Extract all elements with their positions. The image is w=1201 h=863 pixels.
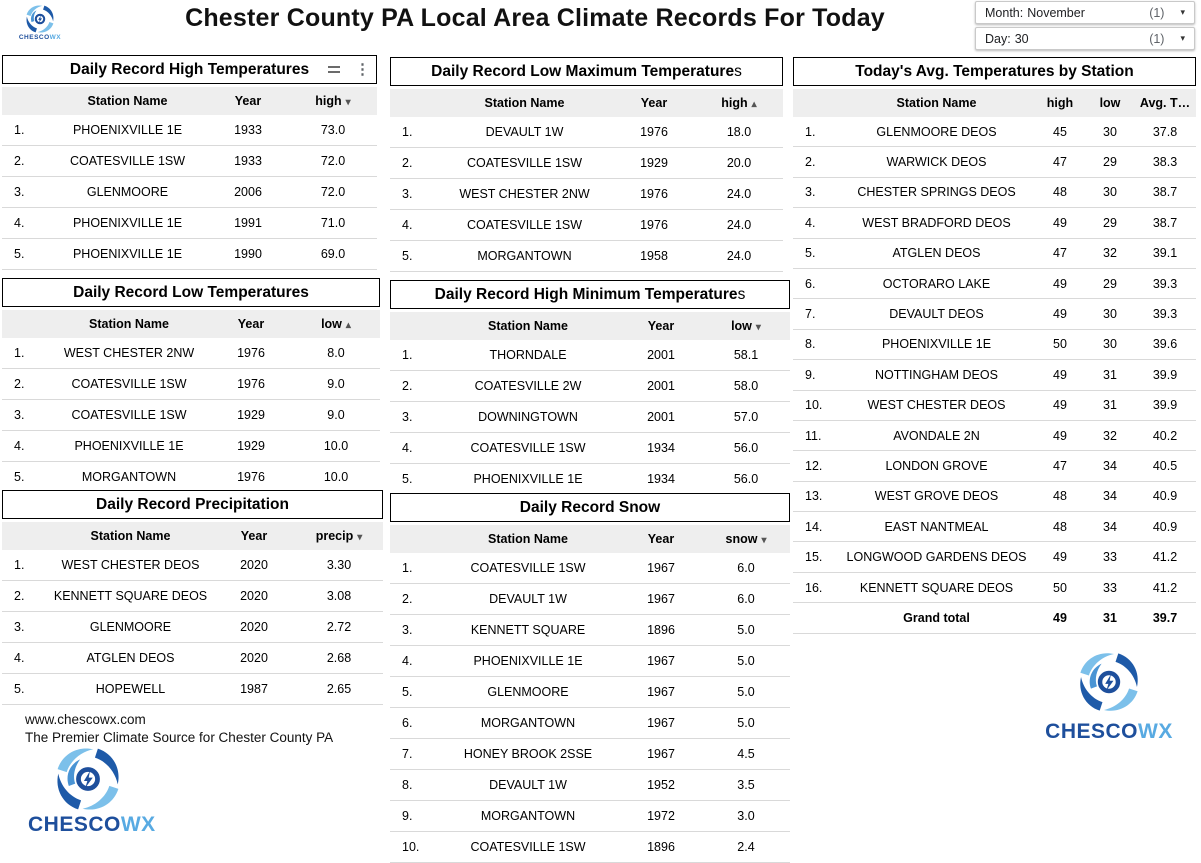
table-row: 11. AVONDALE 2N 49 32 40.2 (793, 420, 1196, 450)
table-row: 4. COATESVILLE 1SW 1976 24.0 (390, 210, 783, 241)
table-row: 8. PHOENIXVILLE 1E 50 30 39.6 (793, 329, 1196, 359)
column-header[interactable]: Year (210, 310, 292, 338)
table-title (793, 57, 1196, 86)
table-row: 5. HOPEWELL 1987 2.65 (2, 674, 383, 705)
table-row: 15. LONGWOOD GARDENS DEOS 49 33 41.2 (793, 542, 1196, 572)
row-number-column-header (390, 312, 436, 340)
row-number-column-header (390, 89, 436, 117)
card-daily-record-snow (390, 493, 790, 863)
column-header[interactable]: low ▾ (702, 312, 790, 340)
table-row: 9. MORGANTOWN 1972 3.0 (390, 801, 790, 832)
card-daily-record-high-temperatures (2, 55, 377, 270)
table-row: 1. PHOENIXVILLE 1E 1933 73.0 (2, 115, 377, 146)
month-filter[interactable] (975, 1, 1195, 24)
column-header[interactable]: Station Name (839, 89, 1034, 117)
column-header[interactable]: snow ▾ (702, 525, 790, 553)
column-header[interactable]: Station Name (48, 522, 213, 550)
table-row: 5. GLENMOORE 1967 5.0 (390, 677, 790, 708)
row-number-column-header (390, 525, 436, 553)
column-header[interactable]: high ▾ (289, 87, 377, 115)
chescowx-swirl-icon (1077, 650, 1141, 714)
chart-header-menu-icon[interactable] (328, 66, 340, 73)
table-title: Daily Record High Minimum Temperature s (390, 280, 790, 309)
month-filter-label: Month: (985, 5, 1024, 20)
brand-name-secondary: WX (49, 34, 62, 41)
day-filter-count: (1) (1149, 31, 1165, 46)
table-row: 10. COATESVILLE 1SW 1896 2.4 (390, 832, 790, 863)
card-daily-record-high-minimum-temperatures (390, 280, 790, 495)
column-header[interactable]: Station Name (48, 87, 207, 115)
sort-asc-icon: ▴ (751, 99, 757, 110)
footer-tagline: The Premier Climate Source for Chester County PA (25, 730, 334, 745)
table-row: 5. MORGANTOWN 1976 10.0 (2, 462, 380, 493)
table-title-text: Today's Avg. Temperatures by Station (855, 62, 1134, 80)
day-filter-label: Day: (985, 31, 1011, 46)
page-title: Chester County PA Local Area Climate Records For Today (185, 4, 885, 32)
column-header[interactable]: Year (620, 525, 702, 553)
table-row: 2. WARWICK DEOS 47 29 38.3 (793, 147, 1196, 177)
table-row: 5. PHOENIXVILLE 1E 1990 69.0 (2, 239, 377, 270)
table-row: 12. LONDON GROVE 47 34 40.5 (793, 451, 1196, 481)
card-daily-record-low-temperatures (2, 278, 380, 493)
table-row: 2. COATESVILLE 2W 2001 58.0 (390, 371, 790, 402)
column-header[interactable]: Year (207, 87, 289, 115)
card-todays-avg-temperatures (793, 57, 1196, 634)
table-row: 1. WEST CHESTER DEOS 2020 3.30 (2, 550, 383, 581)
table-row: 6. MORGANTOWN 1967 5.0 (390, 708, 790, 739)
table-row: 5. PHOENIXVILLE 1E 1934 56.0 (390, 464, 790, 495)
table-row: 3. CHESTER SPRINGS DEOS 48 30 38.7 (793, 177, 1196, 207)
column-header[interactable]: Station Name (436, 312, 620, 340)
table-title-text: Daily Record High Minimum Temperature (434, 285, 738, 303)
table-row: 8. DEVAULT 1W 1952 3.5 (390, 770, 790, 801)
table-row: 4. PHOENIXVILLE 1E 1929 10.0 (2, 431, 380, 462)
table-title-text: Daily Record Snow (519, 498, 661, 516)
table-row: 7. DEVAULT DEOS 49 30 39.3 (793, 299, 1196, 329)
table-row: 3. GLENMOORE 2006 72.0 (2, 177, 377, 208)
table-row: 3. WEST CHESTER 2NW 1976 24.0 (390, 179, 783, 210)
row-number-column-header (793, 89, 839, 117)
column-header[interactable]: low ▴ (292, 310, 380, 338)
row-number-column-header (2, 522, 48, 550)
table-row: 3. COATESVILLE 1SW 1929 9.0 (2, 400, 380, 431)
sort-desc-icon: ▾ (761, 535, 767, 546)
table-row: 6. OCTORARO LAKE 49 29 39.3 (793, 268, 1196, 298)
column-header[interactable]: Year (213, 522, 295, 550)
grand-total-row: Grand total 49 31 39.7 (793, 603, 1196, 633)
card-daily-record-precipitation (2, 490, 383, 705)
table-title: Daily Record Low Maximum Temperature s (390, 57, 783, 86)
table-row: 9. NOTTINGHAM DEOS 49 31 39.9 (793, 360, 1196, 390)
column-header[interactable]: precip ▾ (295, 522, 383, 550)
table-title (2, 278, 380, 307)
table-row: 14. EAST NANTMEAL 48 34 40.9 (793, 512, 1196, 542)
table-title-text: Daily Record Low Maximum Temperature (431, 62, 735, 80)
month-filter-value: November (1027, 5, 1085, 20)
day-filter-value: 30 (1014, 31, 1029, 46)
table-title-text: Daily Record Precipitation (96, 495, 289, 513)
column-header[interactable]: Avg. T… (1134, 89, 1196, 117)
column-header[interactable]: high (1034, 89, 1086, 117)
column-header[interactable]: Station Name (436, 89, 613, 117)
chescowx-logo-right: CHESCOWX (1044, 650, 1174, 744)
table-row: 3. KENNETT SQUARE 1896 5.0 (390, 615, 790, 646)
column-header[interactable]: high ▴ (695, 89, 783, 117)
table-title-text: Daily Record Low Temperatures (73, 283, 309, 301)
day-filter[interactable] (975, 27, 1195, 50)
table-row: 3. GLENMOORE 2020 2.72 (2, 612, 383, 643)
table-row: 2. KENNETT SQUARE DEOS 2020 3.08 (2, 581, 383, 612)
more-options-icon[interactable]: ⋮ (355, 61, 370, 78)
chevron-down-icon: ▾ (1180, 7, 1185, 17)
sort-desc-icon: ▾ (357, 532, 363, 543)
table-title (2, 55, 377, 84)
card-daily-record-low-maximum-temperatures (390, 57, 783, 272)
table-row: 4. ATGLEN DEOS 2020 2.68 (2, 643, 383, 674)
table-row: 1. WEST CHESTER 2NW 1976 8.0 (2, 338, 380, 369)
table-row: 1. DEVAULT 1W 1976 18.0 (390, 117, 783, 148)
table-row: 2. COATESVILLE 1SW 1933 72.0 (2, 146, 377, 177)
month-filter-count: (1) (1149, 5, 1165, 20)
table-row: 7. HONEY BROOK 2SSE 1967 4.5 (390, 739, 790, 770)
table-title (390, 493, 790, 522)
table-row: 1. GLENMOORE DEOS 45 30 37.8 (793, 117, 1196, 147)
chescowx-logo-footer: CHESCOWX (28, 745, 148, 837)
table-row: 5. ATGLEN DEOS 47 32 39.1 (793, 238, 1196, 268)
app-logo (14, 4, 66, 41)
chescowx-swirl-icon (54, 745, 122, 813)
brand-name-primary: CHESCO (18, 34, 50, 41)
table-row: 13. WEST GROVE DEOS 48 34 40.9 (793, 481, 1196, 511)
table-row: 4. WEST BRADFORD DEOS 49 29 38.7 (793, 208, 1196, 238)
table-row: 4. PHOENIXVILLE 1E 1967 5.0 (390, 646, 790, 677)
table-row: 3. DOWNINGTOWN 2001 57.0 (390, 402, 790, 433)
table-row: 4. COATESVILLE 1SW 1934 56.0 (390, 433, 790, 464)
row-number-column-header (2, 310, 48, 338)
table-row: 2. DEVAULT 1W 1967 6.0 (390, 584, 790, 615)
table-row: 4. PHOENIXVILLE 1E 1991 71.0 (2, 208, 377, 239)
table-row: 16. KENNETT SQUARE DEOS 50 33 41.2 (793, 572, 1196, 602)
table-row: 10. WEST CHESTER DEOS 49 31 39.9 (793, 390, 1196, 420)
sort-desc-icon: ▾ (345, 97, 351, 108)
table-row: 1. THORNDALE 2001 58.1 (390, 340, 790, 371)
chescowx-swirl-icon (25, 4, 55, 34)
footer-website: www.chescowx.com (25, 712, 146, 727)
table-row: 2. COATESVILLE 1SW 1976 9.0 (2, 369, 380, 400)
table-title (2, 490, 383, 519)
chevron-down-icon: ▾ (1180, 33, 1185, 43)
table-title-text: Daily Record High Temperatures (69, 60, 310, 78)
column-header[interactable]: Station Name (436, 525, 620, 553)
table-row: 5. MORGANTOWN 1958 24.0 (390, 241, 783, 272)
column-header[interactable]: Year (620, 312, 702, 340)
table-row: 2. COATESVILLE 1SW 1929 20.0 (390, 148, 783, 179)
sort-asc-icon: ▴ (345, 320, 351, 331)
column-header[interactable]: low (1086, 89, 1134, 117)
column-header[interactable]: Year (613, 89, 695, 117)
sort-desc-icon: ▾ (755, 322, 761, 333)
row-number-column-header (2, 87, 48, 115)
table-row: 1. COATESVILLE 1SW 1967 6.0 (390, 553, 790, 584)
column-header[interactable]: Station Name (48, 310, 210, 338)
